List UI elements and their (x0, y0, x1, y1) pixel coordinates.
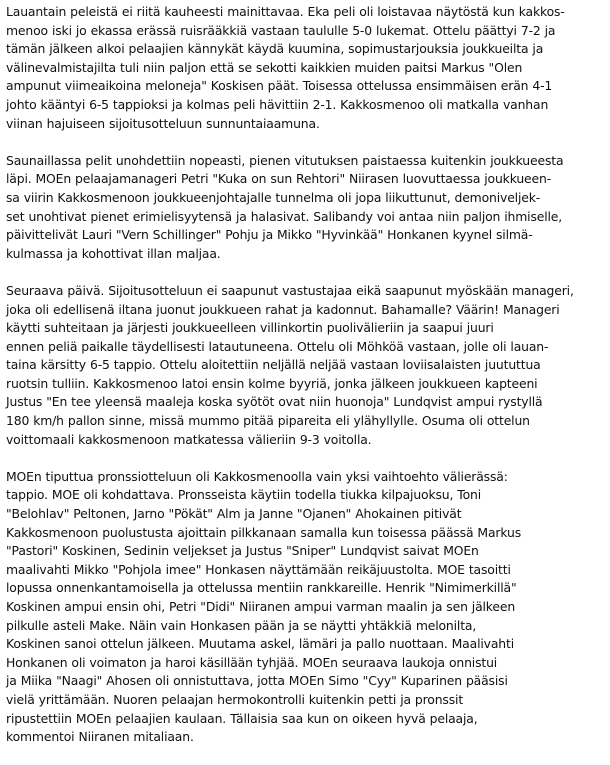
text-line: sa viirin Kakkosmenoon joukkueenjohtajalle tunnelma oli jopa liikuttunut, demoniveljek- (6, 189, 541, 205)
text-line: johto kääntyi 6-5 tappioksi ja kolmas peli hävittiin 2-1. Kakkosmenoo oli matkalla vanhan (6, 96, 549, 112)
text-line: set unohtivat pienet erimielisyytensä ja halasivat. Salibandy voi antaa niin paljon ihmiselle, (6, 208, 563, 224)
text-line: "Pastori" Koskinen, Sedinin veljekset ja Justus "Sniper" Lundqvist saivat MOEn (6, 543, 479, 559)
text-line: vielä yrittämään. Nuoren pelaajan hermokontrolli kuitenkin petti ja pronssit (6, 691, 464, 707)
text-line: Kakkosmenoon puolustusta ajoittain pilkkanaan samalla kun toisessa päässä Markus (6, 524, 522, 540)
text-line: läpi. MOEn pelaajamanageri Petri "Kuka on sun Rehtori" Niirasen luovuttaessa joukkueen- (6, 171, 552, 187)
text-line: tämän jälkeen alkoi pelaajien kännykät käydä kuumina, sopimustarjouksia joukkueilta ja (6, 41, 544, 57)
text-line: Honkanen oli voimaton ja haroi käsillään tyhjää. MOEn seuraava laukoja onnistui (6, 654, 498, 670)
paragraph-gap (6, 263, 606, 282)
text-line: päivittelivät Lauri "Vern Schillinger" Pohju ja Mikko "Hyvinkää" Honkanen kyynel silmä- (6, 227, 533, 243)
text-line: kulmassa ja kohottivat illan maljaa. (6, 245, 221, 261)
text-line: lopussa onnenkantamoisella ja ottelussa mentiin rankkareille. Henrik "Nimimerkillä" (6, 580, 517, 596)
text-line: Justus "En tee yleensä maaleja koska syötöt ovat niin huonoja" Lundqvist ampui rystyllä (6, 394, 543, 410)
text-line: Seuraava päivä. Sijoitusotteluun ei saapunut vastustajaa eikä saapunut myöskään manageri, (6, 282, 574, 298)
text-line: kommentoi Niiranen mitaliaan. (6, 729, 194, 745)
text-line: menoo iski jo ekassa erässä ruisrääkkiä vastaan taululle 5-0 lukemat. Ottelu päättyi 7-2 ja (6, 22, 556, 38)
paragraph-1 (6, 3, 606, 133)
text-line: taina kärsitty 6-5 tappio. Ottelu aloitettiin neljällä neljää vastaan loviisalaisten juututtua (6, 357, 541, 373)
text-line: ja Miika "Naagi" Ahosen oli onnistuttava, jotta MOEn Simo "Cyy" Kuparinen pääsisi (6, 673, 508, 689)
paragraph-3 (6, 282, 606, 449)
paragraph-2 (6, 152, 606, 264)
text-line: Koskinen sanoi ottelun jälkeen. Muutama askel, lämäri ja pallo nuottaan. Maalivahti (6, 636, 514, 652)
text-line: Koskinen ampui ensin ohi, Petri "Didi" Niiranen ampui varman maalin ja sen jälkeen (6, 599, 516, 614)
paragraph-4 (6, 468, 606, 747)
text-line: MOEn tiputtua pronssiotteluun oli Kakkosmenoolla vain yksi vaihtoehto välierässä: (6, 468, 508, 484)
text-line: joka oli edellisenä iltana juonut joukkueen rahat ja kadonnut. Bahamalle? Väärin! Manageri (6, 301, 560, 317)
article-body (6, 3, 606, 747)
text-line: voittomaali kakkosmenoon matkatessa välieriin 9-3 voitolla. (6, 431, 372, 447)
text-line: Lauantain peleistä ei riitä kauheesti mainittavaa. Eka peli oli loistavaa näytöstä kun kakkos- (6, 4, 565, 19)
text-line: välinevalmistajilta tuli niin paljon että se sekotti kaikkien muiden paitsi Markus "Olen (6, 59, 523, 75)
text-line: ruotsin tulliin. Kakkosmenoo latoi ensin kolme byyriä, jonka jälkeen joukkueen kapteeni (6, 375, 538, 391)
text-line: ampunut viimeaikoina meloneja" Koskisen päät. Toisessa ottelussa ensimmäisen erän 4-1 (6, 78, 553, 94)
text-line: Saunaillassa pelit unohdettiin nopeasti, pienen vitutuksen paistaessa kuitenkin joukkueesta (6, 152, 564, 168)
text-line: viinan hajuiseen sijoitusotteluun sunnuntaiaamuna. (6, 115, 320, 131)
text-line: 180 km/h pallon sinne, missä mummo pitää pipareita eli ylähyllylle. Osuma oli ottelun (6, 413, 530, 429)
text-line: käytti suhteitaan ja järjesti joukkueelleen villinkortin puolivälieriin ja saapui juuri (6, 320, 494, 336)
text-line: "Belohlav" Peltonen, Jarno "Pökät" Alm ja Janne "Ojanen" Ahokainen pitivät (6, 506, 462, 522)
text-line: ripustettiin MOEn pelaajien kaulaan. Tällaisia saa kun on oikeen hyvä pelaaja, (6, 710, 478, 726)
text-line: pilkulle asteli Make. Näin vain Honkasen pään ja se näytti yhtäkkiä melonilta, (6, 617, 477, 633)
text-line: ennen peliä paikalle täydellisesti latautuneena. Ottelu oli Möhköä vastaan, jolle oli lauan- (6, 338, 549, 354)
text-line: tappio. MOE oli kohdattava. Pronsseista käytiin todella tiukka kilpajuoksu, Toni (6, 487, 482, 503)
text-line: maalivahti Mikko "Pohjola imee" Honkasen näyttämään reikäjuustolta. MOE tasoitti (6, 561, 511, 577)
paragraph-gap (6, 449, 606, 468)
paragraph-gap (6, 133, 606, 152)
